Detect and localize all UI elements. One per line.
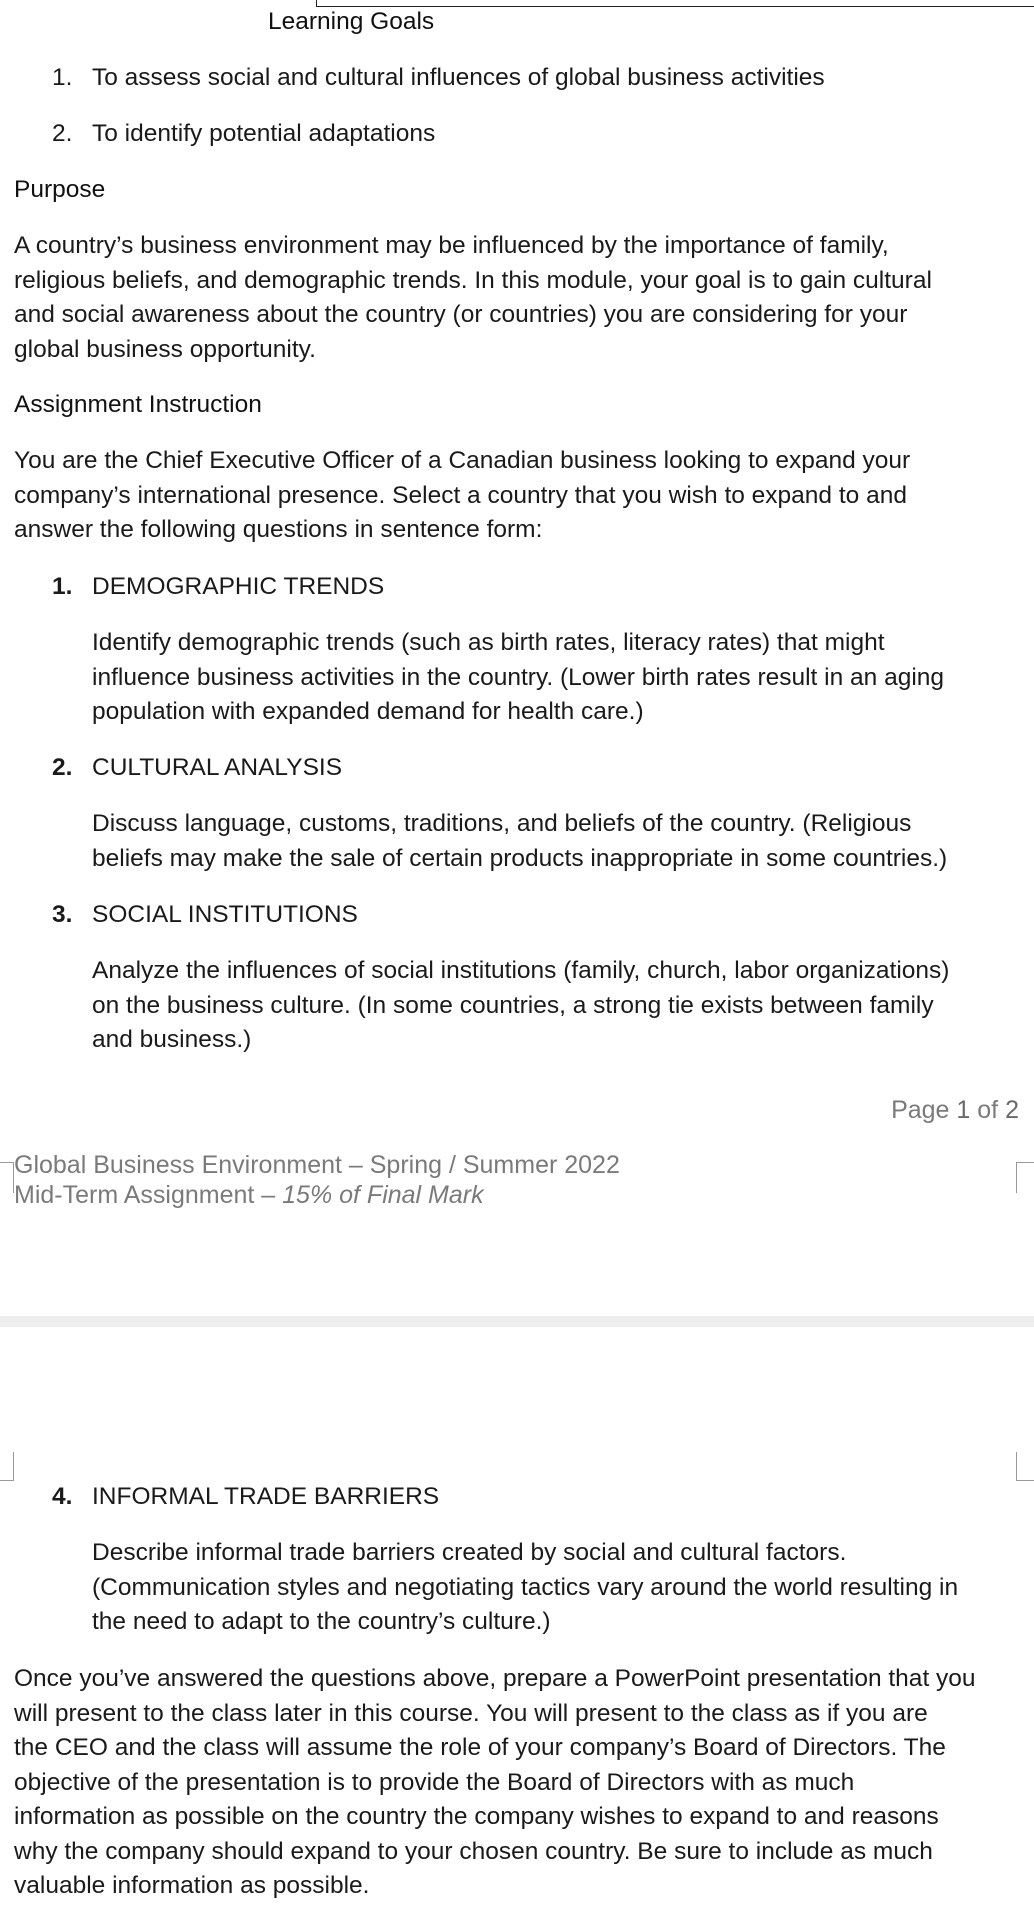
page-number: [891, 1095, 1019, 1125]
text-line: global business opportunity.: [14, 335, 316, 363]
text-line: information as possible on the country the company wishes to expand to and reasons: [14, 1803, 939, 1830]
question-title: INFORMAL TRADE BARRIERS: [92, 1483, 440, 1510]
text-line: on the business culture. (In some countries, a strong tie exists between family: [92, 991, 934, 1019]
text-line: objective of the presentation is to provide the Board of Directors with as much: [14, 1768, 855, 1796]
question-number: 1.: [52, 573, 73, 600]
text-line: influence business activities in the country. (Lower birth rates result in an aging: [92, 663, 945, 691]
page-current: 1: [956, 1096, 971, 1124]
text-line: population with expanded demand for health care.): [92, 698, 644, 725]
text-line: A country’s business environment may be influenced by the importance of family,: [14, 232, 889, 259]
goal-number: 2.: [52, 120, 73, 147]
text-line: Identify demographic trends (such as birth rates, literacy rates) that might: [92, 629, 885, 656]
text-line: religious beliefs, and demographic trends. In this module, your goal is to gain cultural: [14, 266, 932, 294]
question-title: DEMOGRAPHIC TRENDS: [92, 573, 385, 600]
text-line: will present to the class later in this course. You will present to the class as if you are: [14, 1699, 928, 1727]
assignment-weight: 15% of Final Mark: [282, 1181, 484, 1209]
page-corner-mark: [0, 1162, 14, 1193]
text-line: Analyze the influences of social institutions (family, church, labor organizations): [92, 957, 950, 984]
text-line: (Communication styles and negotiating tactics vary around the world resulting in: [92, 1573, 959, 1601]
question-title: CULTURAL ANALYSIS: [92, 754, 343, 781]
question-body: [92, 954, 949, 1058]
goal-number: 1.: [52, 64, 73, 91]
text-line: Discuss language, customs, traditions, and beliefs of the country. (Religious: [92, 810, 912, 837]
text-line: Describe informal trade barriers created by social and cultural factors.: [92, 1539, 847, 1566]
question-body: [92, 1536, 958, 1640]
purpose-paragraph: [14, 229, 932, 367]
course-footer: Global Business Environment – Spring / Summer 2022: [14, 1151, 620, 1179]
goal-item: To identify potential adaptations: [92, 120, 436, 147]
text-line: why the company should expand to your chosen country. Be sure to include as much: [14, 1837, 933, 1865]
goal-item: To assess social and cultural influences of global business activities: [92, 64, 825, 91]
page-total: 2: [1005, 1096, 1019, 1124]
assignment-footer-prefix: Mid-Term Assignment –: [14, 1181, 283, 1209]
text-line: answer the following questions in sentence form:: [14, 516, 543, 543]
page-corner-mark: [1016, 1162, 1034, 1193]
purpose-heading: Purpose: [14, 176, 106, 203]
question-number: 3.: [52, 901, 73, 928]
page-corner-mark: [1016, 1452, 1034, 1481]
assignment-footer: [14, 1180, 484, 1210]
page-word: Page: [891, 1096, 950, 1124]
text-line: company’s international presence. Select a country that you wish to expand to and: [14, 481, 907, 509]
page-corner-mark: [0, 1452, 14, 1481]
question-body: [92, 626, 944, 730]
question-title: SOCIAL INSTITUTIONS: [92, 901, 358, 928]
page-of-word: of: [977, 1096, 999, 1124]
text-line: Once you’ve answered the questions above, prepare a PowerPoint presentation that you: [14, 1665, 976, 1692]
question-body: [92, 807, 947, 876]
text-line: and social awareness about the country (or countries) you are considering for your: [14, 301, 908, 328]
assignment-heading: Assignment Instruction: [14, 391, 262, 418]
text-line: You are the Chief Executive Officer of a Canadian business looking to expand your: [14, 447, 911, 474]
assignment-paragraph: [14, 444, 910, 548]
text-line: the need to adapt to the country’s culture.): [92, 1608, 551, 1635]
closing-paragraph: [14, 1662, 976, 1904]
text-line: the CEO and the class will assume the role of your company’s Board of Directors. The: [14, 1734, 946, 1761]
text-line: beliefs may make the sale of certain products inappropriate in some countries.): [92, 844, 948, 872]
question-number: 4.: [52, 1483, 73, 1510]
text-line: valuable information as possible.: [14, 1872, 370, 1899]
question-number: 2.: [52, 754, 73, 781]
text-line: and business.): [92, 1026, 252, 1053]
learning-goals-heading: Learning Goals: [268, 8, 435, 35]
page-separator: [0, 1316, 1034, 1327]
